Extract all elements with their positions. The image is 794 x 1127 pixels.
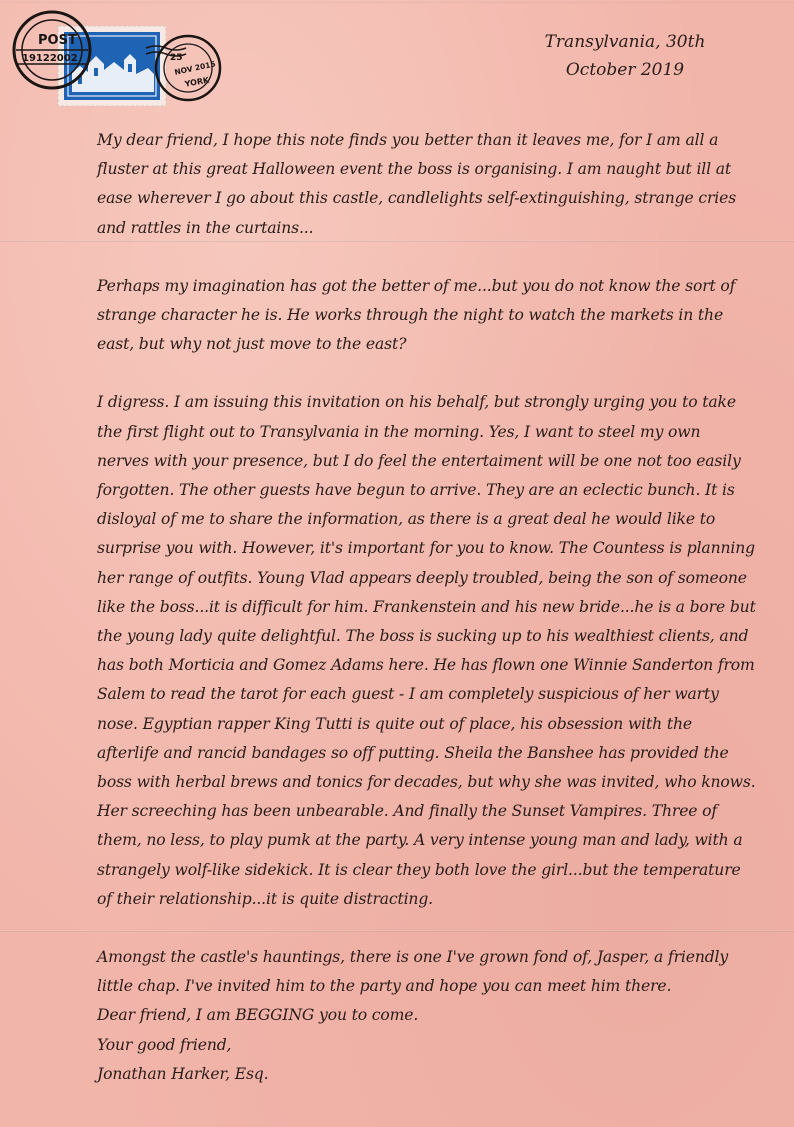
date-line-1: Transylvania, 30th (544, 32, 706, 52)
postmark-left-date-text: 19122002 (22, 53, 78, 64)
postmark-right-top-text: 25 (170, 53, 183, 63)
postmark-right-mid-text: NOV 2015 (173, 59, 217, 77)
letter-paragraph: My dear friend, I hope this note finds you better than it leaves me, for I am all a fluster at this great Halloween event the boss is organising. I am naught but ill at ease wherever I go about this castle, candlelights self-extinguishing, strange cries and rattles in the curtains... (97, 131, 737, 237)
letter-paragraph: I digress. I am issuing this invitation on his behalf, but strongly urging you to take the first flight out to Transylvania in the morning. Yes, I want to steel my own nerves with your presence, but I do feel the entertaiment will be one not too easily forgotten. The other guests have begun to arrive. They are an eclectic bunch. It is disloyal of me to share the information, as there is a great deal he would like to surprise you with. However, it's important for you to know. The Countess is planning her range of outfits. Young Vlad appears deeply troubled, being the son of someone like the boss...it is difficult for him. Frankenstein and his new bride...he is a bore but the young lady quite delightful. The boss is sucking up to his wealthiest clients, and has both Morticia and Gomez Adams here. He has flown one Winnie Sanderton from Salem to read the tarot for each guest - I am completely suspicious of her warty nose. Egyptian rapper King Tutti is quite out of place, his obsession with the afterlife and rancid bandages so off putting. Sheila the Banshee has provided the boss with herbal brews and tonics for decades, but why she was invited, who knows. Her screeching has been unbearable. And finally the Sunset Vampires. Three of them, no less, to play pumk at the party. A very intense young man and lady, with a strangely wolf-like sidekick. It is clear they both love the girl...but the temperature of their relationship...it is quite distracting. (97, 393, 756, 908)
postmark-left-icon (14, 12, 90, 88)
letter-body (97, 126, 757, 1089)
letter-paragraph: Perhaps my imagination has got the better of me...but you do not know the sort of strange character he is. He works through the night to watch the markets in the east, but why not just move to the east? (97, 276, 736, 354)
postmark-right-bottom-text: YORK (184, 75, 210, 89)
signature: Jonathan Harker, Esq. (97, 1064, 269, 1083)
postage-stamp-group (10, 4, 225, 112)
date-line-2: October 2019 (565, 60, 685, 80)
letter-paragraph: Amongst the castle's hauntings, there is one I've grown fond of, Jasper, a friendly little chap. I've invited him to the party and hope you can meet him there. (97, 948, 729, 996)
letter-date (520, 28, 730, 84)
stamp-icon (10, 4, 225, 112)
closing-salutation: Your good friend, (97, 1035, 232, 1054)
closing-line: Dear friend, I am BEGGING you to come. (97, 1006, 419, 1025)
postmark-left-top-text: POST (38, 33, 77, 48)
